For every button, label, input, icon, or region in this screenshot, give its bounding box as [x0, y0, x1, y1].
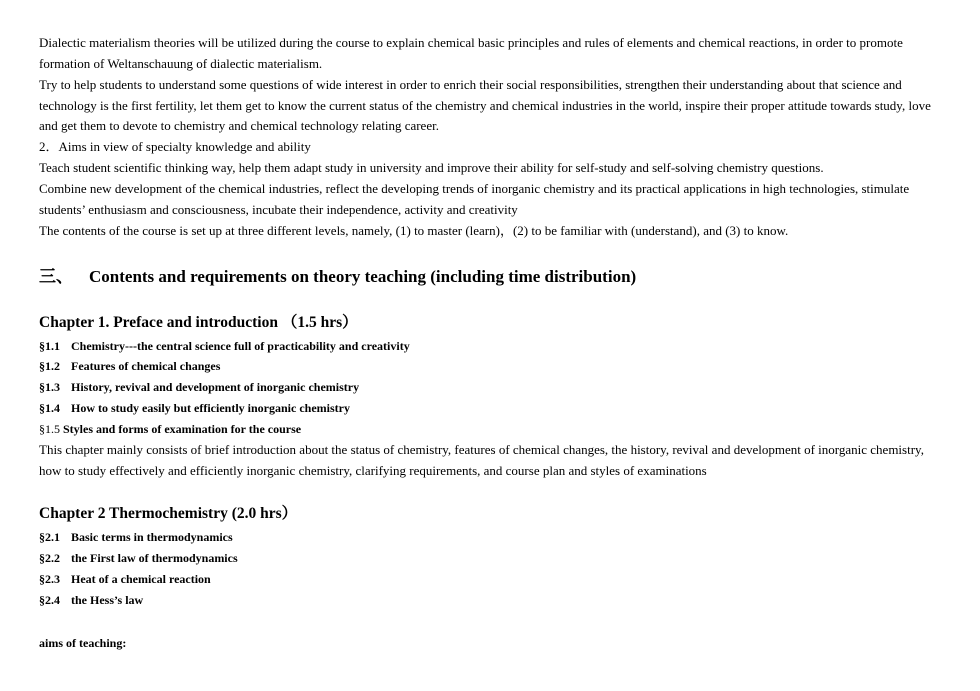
- section-number: 三、: [39, 267, 73, 287]
- chapter-1-item: [39, 379, 359, 395]
- chapter-2-item: [39, 592, 143, 608]
- item-text: History, revival and development of inorganic chemistry: [71, 380, 360, 394]
- section-heading: [39, 266, 636, 288]
- item-number: §1.2: [39, 359, 60, 373]
- item-text: Basic terms in thermodynamics: [71, 530, 233, 544]
- chapter-1-title: Chapter 1. Preface and introduction （1.5 hrs）: [39, 314, 358, 331]
- item-number: §2.3: [39, 572, 60, 586]
- item-number: §2.2: [39, 551, 60, 565]
- chapter-1-item: [39, 338, 410, 354]
- item-text: How to study easily but efficiently inorganic chemistry: [71, 401, 350, 415]
- item-number: §1.3: [39, 380, 60, 394]
- intro-paragraph-2: Try to help students to understand some questions of wide interest in order to enrich their social responsibilities, strengthen their understanding about that science and technology is the first fertility, let them get to know the current status of the chemistry and chemical industries in the world, inspire their proper attitude towards study, love and get them to devote to chemistry and chemical technology relating career.: [39, 77, 931, 133]
- item-number: §1.1: [39, 339, 60, 353]
- chapter-2-item: [39, 571, 211, 587]
- item-number: §2.1: [39, 530, 60, 544]
- section-title: Contents and requirements on theory teaching (including time distribution): [89, 267, 637, 286]
- intro-paragraph-5: The contents of the course is set up at three different levels, namely, (1) to master (learn)，(2) to be familiar with (understand), and (3) to know.: [39, 223, 789, 238]
- aims-subheading: 2．Aims in view of specialty knowledge and ability: [39, 139, 311, 154]
- intro-paragraph-3: Teach student scientific thinking way, help them adapt study in university and improve their ability for self-study and self-solving chemistry questions.: [39, 160, 824, 175]
- intro-paragraph-1: Dialectic materialism theories will be utilized during the course to explain chemical basic principles and rules of elements and chemical reactions, in order to promote formation of Weltanschauung of dialectic materialism.: [39, 35, 903, 71]
- chapter-2-title: Chapter 2 Thermochemistry (2.0 hrs）: [39, 505, 298, 522]
- item-text: the Hess’s law: [71, 593, 144, 607]
- item-number: §2.4: [39, 593, 60, 607]
- item-number: §1.4: [39, 401, 60, 415]
- item-text: the First law of thermodynamics: [71, 551, 238, 565]
- aims-of-teaching-label: aims of teaching:: [39, 636, 127, 650]
- item-text: Styles and forms of examination for the course: [63, 422, 302, 436]
- chapter-1-item: [39, 358, 220, 374]
- item-text: Features of chemical changes: [71, 359, 221, 373]
- item-number: §1.5: [39, 422, 60, 436]
- chapter-2-item: [39, 529, 233, 545]
- chapter-2-item: [39, 550, 238, 566]
- item-text: Chemistry---the central science full of practicability and creativity: [71, 339, 410, 353]
- intro-paragraph-4: Combine new development of the chemical industries, reflect the developing trends of inorganic chemistry and its practical applications in high technologies, stimulate students’ enthusiasm and consciousness, incubate their independence, activity and creativity: [39, 181, 910, 217]
- chapter-1-item: [39, 400, 350, 416]
- chapter-1-summary: This chapter mainly consists of brief introduction about the status of chemistry, features of chemical changes, the history, revival and development of inorganic chemistry, how to study effectively and efficiently inorganic chemistry, clarifying requirements, and course plan and styles of examinations: [39, 442, 924, 478]
- chapter-1-item: [39, 421, 301, 437]
- item-text: Heat of a chemical reaction: [71, 572, 211, 586]
